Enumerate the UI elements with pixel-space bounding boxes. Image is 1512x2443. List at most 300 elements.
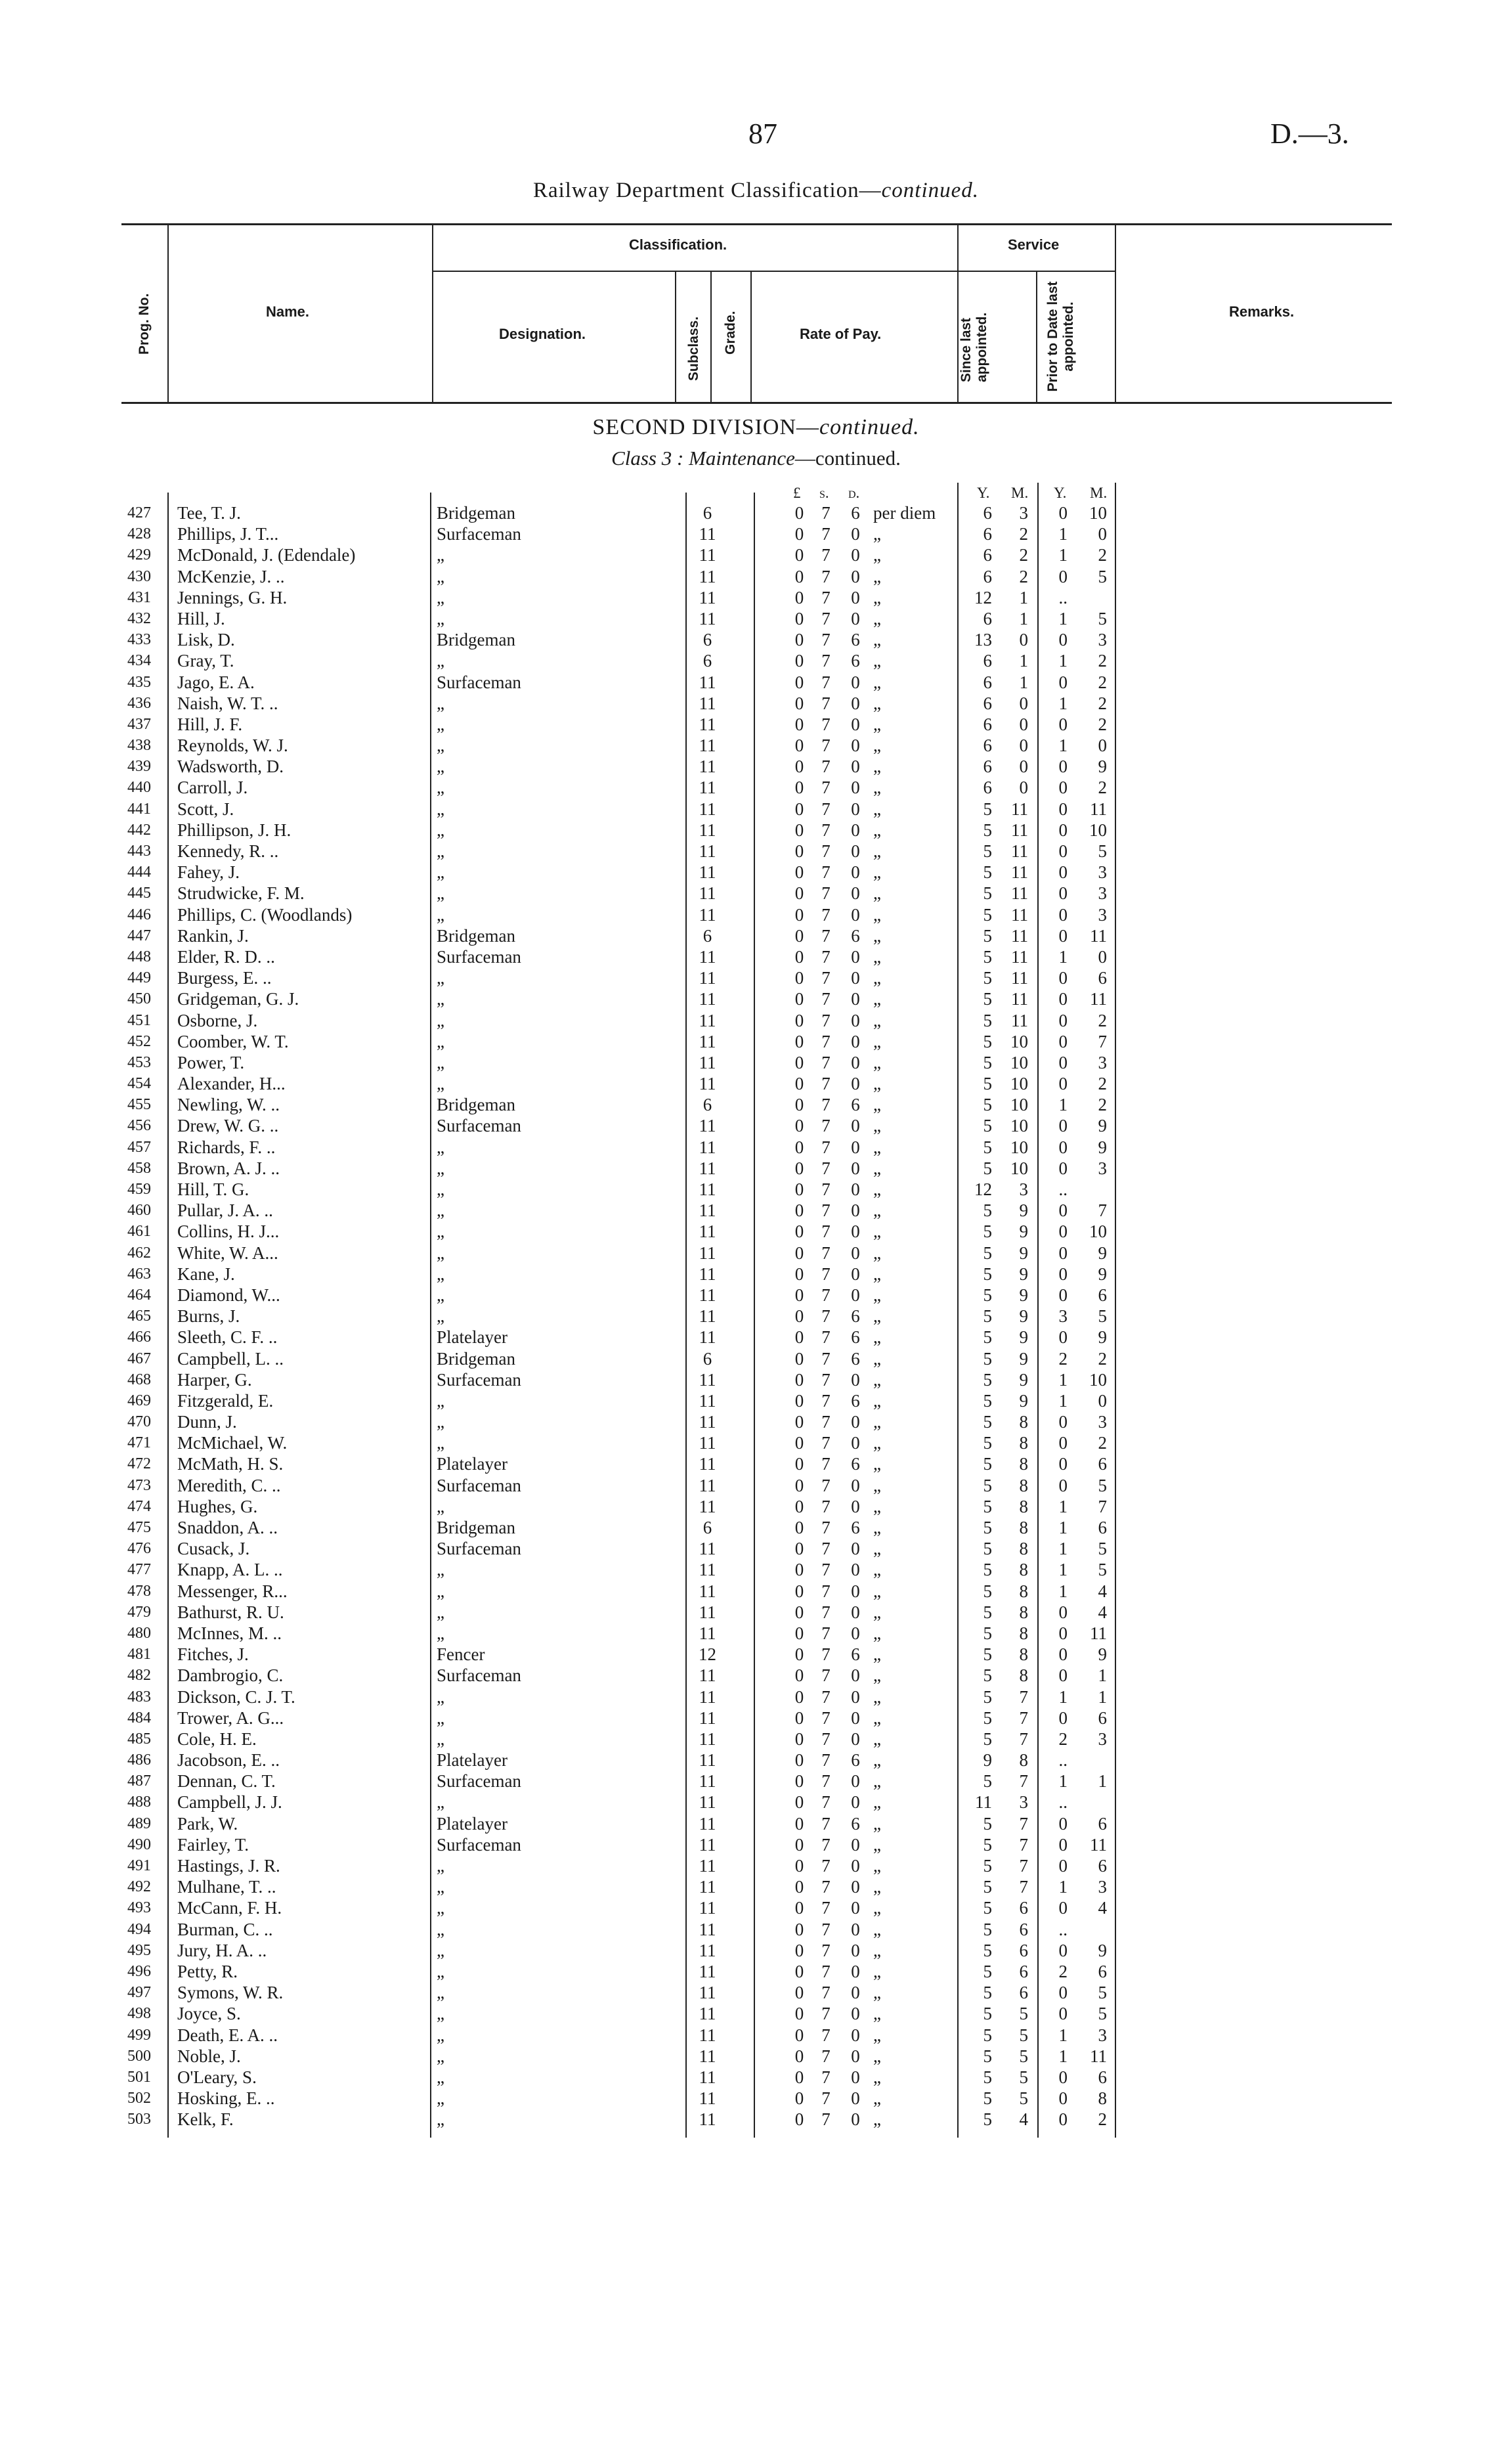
name-cell: Burman, C. .. (177, 1919, 273, 1939)
subclass-cell: 11 (699, 1074, 716, 1094)
pay-shillings-cell: 7 (821, 2004, 831, 2024)
prog-no-cell: 450 (127, 990, 151, 1008)
prog-no-cell: 470 (127, 1413, 151, 1431)
pay-period-cell: „ (873, 1581, 881, 1601)
prog-no-cell: 439 (127, 758, 151, 776)
subclass-cell: 11 (699, 1433, 716, 1453)
pay-period-cell: „ (873, 1433, 881, 1453)
name-cell: Lisk, D. (177, 630, 235, 650)
prior-years-cell: 0 (1058, 630, 1068, 650)
prior-months-cell: 6 (1098, 1961, 1107, 1981)
pay-pence-cell: 0 (851, 608, 860, 628)
pay-shillings-cell: 7 (821, 1390, 831, 1411)
designation-cell: Surfaceman (437, 1116, 521, 1136)
since-last-years-cell: 5 (983, 1983, 992, 2003)
pay-pence-cell: 0 (851, 1264, 860, 1284)
col-divider (675, 271, 676, 403)
designation-cell: Platelayer (437, 1750, 508, 1771)
pay-shillings-cell: 7 (821, 904, 831, 925)
pay-shillings-cell: 7 (821, 1877, 831, 1897)
pay-shillings-cell: 7 (821, 1750, 831, 1771)
pay-shillings-cell: 7 (821, 925, 831, 946)
designation-cell: Platelayer (437, 1454, 508, 1474)
table-row (0, 1115, 1512, 1136)
pay-shillings-cell: 7 (821, 1116, 831, 1136)
name-cell: Scott, J. (177, 799, 234, 819)
name-cell: Jury, H. A. .. (177, 1940, 267, 1960)
table-row (0, 1010, 1512, 1031)
table-row (0, 1432, 1512, 1453)
pay-shillings-cell: 7 (821, 1983, 831, 2003)
prog-no-cell: 485 (127, 1730, 151, 1748)
since-last-years-cell: 6 (983, 757, 992, 777)
since-last-years-cell: 5 (983, 2004, 992, 2024)
prog-no-cell: 464 (127, 1286, 151, 1304)
pay-pence-cell: 0 (851, 1412, 860, 1432)
subclass-cell: 6 (702, 503, 712, 523)
subclass-cell: 11 (699, 1602, 716, 1622)
prior-months-cell: 4 (1098, 1602, 1107, 1622)
col-divider (750, 271, 752, 403)
pay-pence-cell: 6 (851, 1348, 860, 1369)
table-row (0, 1961, 1512, 1982)
prog-no-cell: 476 (127, 1540, 151, 1558)
since-last-months-cell: 11 (1011, 946, 1028, 967)
designation-cell: „ (437, 1179, 444, 1199)
pay-pence-cell: 0 (851, 2004, 860, 2024)
pay-pence-cell: 6 (851, 1390, 860, 1411)
prog-no-cell: 475 (127, 1519, 151, 1536)
prior-months-cell: 9 (1098, 1327, 1107, 1348)
subclass-cell: 11 (699, 2004, 716, 2024)
pay-period-cell: „ (873, 1475, 881, 1495)
since-last-months-cell: 8 (1019, 1750, 1028, 1771)
subclass-cell: 11 (699, 1539, 716, 1559)
prior-years-cell: 0 (1058, 1834, 1068, 1855)
table-row (0, 566, 1512, 587)
pay-shillings-cell: 7 (821, 1158, 831, 1178)
subclass-cell: 11 (699, 841, 716, 861)
since-last-years-cell: 12 (974, 587, 992, 607)
header-rate-of-pay: Rate of Pay. (800, 326, 882, 342)
pay-period-cell: „ (873, 2067, 881, 2087)
since-last-months-cell: 5 (1019, 2088, 1028, 2109)
designation-cell: „ (437, 757, 444, 777)
subclass-cell: 11 (699, 1285, 716, 1305)
prior-years-cell: 0 (1058, 1412, 1068, 1432)
pay-shillings-cell: 7 (821, 1665, 831, 1686)
since-last-months-cell: 0 (1019, 630, 1028, 650)
pay-pounds-cell: 0 (794, 2025, 804, 2045)
pay-period-cell: „ (873, 1834, 881, 1855)
since-last-months-cell: 8 (1019, 1602, 1028, 1622)
prog-no-cell: 437 (127, 715, 151, 733)
prog-no-cell: 443 (127, 843, 151, 860)
designation-cell: „ (437, 2025, 444, 2045)
since-last-months-cell: 8 (1019, 1518, 1028, 1537)
designation-cell: „ (437, 651, 444, 671)
subclass-cell: 11 (699, 545, 716, 565)
prior-months-cell: 5 (1098, 841, 1107, 861)
pay-pounds-cell: 0 (794, 566, 804, 586)
subclass-cell: 11 (699, 524, 716, 544)
subclass-cell: 11 (699, 1792, 716, 1813)
since-last-years-cell: 5 (983, 1856, 992, 1876)
prior-months-cell: 6 (1098, 1518, 1107, 1537)
since-last-years-cell: 5 (983, 1602, 992, 1622)
pay-period-cell: „ (873, 1074, 881, 1094)
pay-pounds-cell: 0 (794, 1137, 804, 1157)
since-last-years-cell: 6 (983, 503, 992, 523)
name-cell: Jago, E. A. (177, 672, 255, 692)
prior-months-cell: 3 (1098, 883, 1107, 904)
prior-years-cell: 0 (1058, 778, 1068, 798)
prior-months-cell: 2 (1098, 651, 1107, 671)
designation-cell: „ (437, 1412, 444, 1432)
prior-months-cell: 5 (1098, 1983, 1107, 2003)
pay-pounds-cell: 0 (794, 946, 804, 967)
prog-no-cell: 487 (127, 1772, 151, 1790)
pay-pounds-cell: 0 (794, 799, 804, 819)
pay-pounds-cell: 0 (794, 1095, 804, 1115)
prior-months-cell: 9 (1098, 757, 1107, 777)
table-row (0, 1707, 1512, 1728)
prior-months-cell: 6 (1098, 1454, 1107, 1474)
prog-no-cell: 440 (127, 779, 151, 797)
since-last-years-cell: 5 (983, 2046, 992, 2066)
pay-pence-cell: 0 (851, 1116, 860, 1136)
pay-period-cell: „ (873, 1919, 881, 1939)
pay-pounds-cell: 0 (794, 1074, 804, 1094)
subclass-cell: 6 (702, 925, 712, 946)
pay-period-cell: „ (873, 524, 881, 544)
pay-pence-cell: 0 (851, 736, 860, 756)
pay-period-cell: „ (873, 1813, 881, 1834)
pay-pounds-cell: 0 (794, 1581, 804, 1601)
since-last-months-cell: 8 (1019, 1644, 1028, 1665)
prior-years-cell: 0 (1058, 1623, 1068, 1643)
name-cell: Burns, J. (177, 1306, 240, 1327)
designation-cell: „ (437, 862, 444, 883)
prior-months-cell: 3 (1098, 904, 1107, 925)
pay-period-cell: „ (873, 1644, 881, 1665)
header-designation: Designation. (499, 326, 586, 342)
pay-pence-cell: 0 (851, 1940, 860, 1960)
prog-no-cell: 460 (127, 1202, 151, 1220)
table-row (0, 1073, 1512, 1094)
pay-shillings-cell: 7 (821, 2109, 831, 2130)
pay-period-cell: „ (873, 2109, 881, 2130)
pay-period-cell: „ (873, 1137, 881, 1157)
table-row (0, 2109, 1512, 2130)
prior-years-cell: 0 (1058, 1856, 1068, 1876)
prior-years-cell: 2 (1058, 1728, 1068, 1749)
name-cell: Hughes, G. (177, 1496, 258, 1516)
table-row (0, 1369, 1512, 1390)
name-cell: Diamond, W... (177, 1285, 280, 1305)
prog-no-cell: 453 (127, 1053, 151, 1071)
pay-pounds-cell: 0 (794, 608, 804, 628)
prior-months-cell: 1 (1098, 1771, 1107, 1792)
prog-no-cell: 484 (127, 1709, 151, 1727)
subclass-cell: 11 (699, 968, 716, 988)
subclass-cell: 11 (699, 1200, 716, 1221)
pay-pence-cell: 0 (851, 566, 860, 586)
pay-pence-cell: 0 (851, 946, 860, 967)
since-last-years-cell: 5 (983, 1834, 992, 1855)
pay-pence-cell: 0 (851, 883, 860, 904)
name-cell: Sleeth, C. F. .. (177, 1327, 278, 1348)
pay-shillings-cell: 7 (821, 566, 831, 586)
since-last-years-cell: 13 (974, 630, 992, 650)
pay-period-cell: „ (873, 672, 881, 692)
division-continued: continued. (819, 415, 920, 439)
header-top-rule (121, 223, 1392, 225)
prior-years-cell: 0 (1058, 1813, 1068, 1834)
prior-months-cell: 10 (1089, 820, 1107, 840)
pay-shillings-cell: 7 (821, 1200, 831, 1221)
pay-period-cell: „ (873, 989, 881, 1009)
pay-period-cell: „ (873, 1518, 881, 1537)
table-row (0, 502, 1512, 523)
pay-pounds-cell: 0 (794, 1728, 804, 1749)
prog-no-cell: 441 (127, 800, 151, 818)
since-last-years-cell: 6 (983, 524, 992, 544)
prior-years-cell: .. (1058, 1919, 1068, 1939)
name-cell: Kennedy, R. .. (177, 841, 279, 861)
pay-pence-cell: 0 (851, 757, 860, 777)
since-last-months-cell: 3 (1019, 503, 1028, 523)
since-last-months-cell: 0 (1019, 757, 1028, 777)
prior-months-cell: 5 (1098, 2004, 1107, 2024)
pay-period-cell: „ (873, 883, 881, 904)
pay-pounds-cell: 0 (794, 630, 804, 650)
name-cell: Meredith, C. .. (177, 1475, 281, 1495)
designation-cell: Platelayer (437, 1327, 508, 1348)
prior-years-cell: 2 (1058, 1961, 1068, 1981)
since-last-months-cell: 6 (1019, 1898, 1028, 1918)
pay-period-cell: „ (873, 1771, 881, 1792)
pay-shillings-cell: 7 (821, 1369, 831, 1390)
prog-no-cell: 496 (127, 1962, 151, 1980)
table-row (0, 1285, 1512, 1306)
pay-pounds-cell: 0 (794, 1898, 804, 1918)
pay-pounds-cell: 0 (794, 1052, 804, 1072)
pay-period-cell: „ (873, 1496, 881, 1516)
since-last-months-cell: 5 (1019, 2025, 1028, 2045)
pay-pence-cell: 0 (851, 1433, 860, 1453)
name-cell: McInnes, M. .. (177, 1623, 282, 1643)
pay-shillings-cell: 7 (821, 820, 831, 840)
table-row (0, 862, 1512, 883)
prior-months-cell: 7 (1098, 1496, 1107, 1516)
unit-months-1: M. (1011, 485, 1029, 501)
name-cell: Gray, T. (177, 651, 234, 671)
pay-pounds-cell: 0 (794, 736, 804, 756)
pay-period-cell: „ (873, 1327, 881, 1348)
designation-cell: „ (437, 2088, 444, 2109)
pay-pounds-cell: 0 (794, 1518, 804, 1537)
name-cell: Fairley, T. (177, 1834, 249, 1855)
designation-cell: Surfaceman (437, 1665, 521, 1686)
since-last-years-cell: 5 (983, 904, 992, 925)
since-last-years-cell: 5 (983, 2088, 992, 2109)
table-row (0, 693, 1512, 714)
pay-pounds-cell: 0 (794, 1665, 804, 1686)
subclass-cell: 11 (699, 946, 716, 967)
since-last-months-cell: 11 (1011, 883, 1028, 904)
name-cell: Hosking, E. .. (177, 2088, 275, 2109)
subclass-cell: 11 (699, 1306, 716, 1327)
prior-years-cell: 1 (1058, 545, 1068, 565)
since-last-years-cell: 5 (983, 1707, 992, 1728)
pay-period-cell: „ (873, 651, 881, 671)
col-divider (1115, 223, 1116, 403)
prior-months-cell: 9 (1098, 1644, 1107, 1665)
since-last-months-cell: 8 (1019, 1665, 1028, 1686)
class-suffix: —continued. (794, 447, 901, 470)
pay-pounds-cell: 0 (794, 1158, 804, 1178)
since-last-months-cell: 11 (1011, 925, 1028, 946)
prog-no-cell: 483 (127, 1688, 151, 1706)
pay-shillings-cell: 7 (821, 1179, 831, 1199)
division-main: SECOND DIVISION— (592, 415, 820, 439)
pay-shillings-cell: 7 (821, 1834, 831, 1855)
pay-pence-cell: 0 (851, 1961, 860, 1981)
pay-period-cell: „ (873, 1095, 881, 1115)
name-cell: McKenzie, J. .. (177, 566, 285, 586)
since-last-years-cell: 5 (983, 968, 992, 988)
since-last-years-cell: 5 (983, 1475, 992, 1495)
since-last-years-cell: 11 (975, 1792, 992, 1813)
prior-months-cell: 9 (1098, 1116, 1107, 1136)
col-divider (167, 223, 169, 403)
pay-pence-cell: 0 (851, 672, 860, 692)
prior-months-cell: 6 (1098, 2067, 1107, 2087)
prog-no-cell: 454 (127, 1075, 151, 1093)
subclass-cell: 11 (699, 1877, 716, 1897)
pay-shillings-cell: 7 (821, 946, 831, 967)
since-last-years-cell: 5 (983, 1243, 992, 1263)
since-last-months-cell: 11 (1011, 968, 1028, 988)
since-last-months-cell: 11 (1011, 820, 1028, 840)
subclass-cell: 11 (699, 736, 716, 756)
prior-years-cell: 0 (1058, 841, 1068, 861)
pay-pounds-cell: 0 (794, 1940, 804, 1960)
pay-pounds-cell: 0 (794, 1983, 804, 2003)
prog-no-cell: 466 (127, 1329, 151, 1346)
subclass-cell: 11 (699, 883, 716, 904)
designation-cell: Bridgeman (437, 1095, 515, 1115)
table-row (0, 925, 1512, 946)
subclass-cell: 11 (699, 1813, 716, 1834)
since-last-years-cell: 5 (983, 1961, 992, 1981)
subclass-cell: 11 (699, 1222, 716, 1242)
prior-years-cell: 0 (1058, 1200, 1068, 1221)
prior-months-cell: 4 (1098, 1581, 1107, 1601)
pay-period-cell: „ (873, 1348, 881, 1369)
prior-months-cell: 11 (1090, 1623, 1107, 1643)
class-prefix: Class 3 : (611, 447, 689, 470)
prog-no-cell: 497 (127, 1984, 151, 2002)
prior-months-cell: 8 (1098, 2088, 1107, 2109)
pay-period-cell: „ (873, 1560, 881, 1580)
pay-shillings-cell: 7 (821, 1052, 831, 1072)
pay-period-cell: „ (873, 757, 881, 777)
table-row (0, 608, 1512, 629)
prior-months-cell: 3 (1098, 1412, 1107, 1432)
pay-shillings-cell: 7 (821, 841, 831, 861)
table-row (0, 1348, 1512, 1369)
name-cell: Strudwicke, F. M. (177, 883, 305, 904)
since-last-months-cell: 8 (1019, 1454, 1028, 1474)
prior-months-cell: 1 (1098, 1665, 1107, 1686)
since-last-years-cell: 5 (983, 1560, 992, 1580)
pay-pounds-cell: 0 (794, 524, 804, 544)
since-last-months-cell: 1 (1019, 672, 1028, 692)
pay-pence-cell: 6 (851, 1644, 860, 1665)
table-row (0, 1031, 1512, 1052)
prior-years-cell: .. (1058, 1750, 1068, 1771)
prior-years-cell: 0 (1058, 1222, 1068, 1242)
name-cell: Phillips, J. T... (177, 524, 279, 544)
prior-months-cell: 3 (1098, 1052, 1107, 1072)
designation-cell: „ (437, 693, 444, 713)
table-row (0, 1327, 1512, 1348)
since-last-years-cell: 5 (983, 1327, 992, 1348)
prior-months-cell: 2 (1098, 1095, 1107, 1115)
designation-cell: Surfaceman (437, 1539, 521, 1559)
document-reference: D.—3. (1270, 118, 1349, 150)
name-cell: Naish, W. T. .. (177, 693, 278, 713)
since-last-months-cell: 7 (1019, 1834, 1028, 1855)
prog-no-cell: 493 (127, 1899, 151, 1917)
prior-months-cell: 10 (1089, 503, 1107, 523)
class-name: Maintenance (689, 447, 795, 470)
prog-no-cell: 429 (127, 546, 151, 564)
pay-pence-cell: 0 (851, 1898, 860, 1918)
name-cell: Elder, R. D. .. (177, 946, 275, 967)
table-row (0, 1834, 1512, 1855)
pay-shillings-cell: 7 (821, 1644, 831, 1665)
pay-pounds-cell: 0 (794, 1644, 804, 1665)
designation-cell: „ (437, 1306, 444, 1327)
pay-pence-cell: 0 (851, 1623, 860, 1643)
pay-pounds-cell: 0 (794, 1602, 804, 1622)
name-cell: Dennan, C. T. (177, 1771, 276, 1792)
table-row (0, 1390, 1512, 1411)
since-last-years-cell: 6 (983, 736, 992, 756)
pay-pence-cell: 0 (851, 1369, 860, 1390)
pay-shillings-cell: 7 (821, 1475, 831, 1495)
prior-years-cell: 0 (1058, 1665, 1068, 1686)
since-last-years-cell: 5 (983, 1074, 992, 1094)
since-last-months-cell: 6 (1019, 1961, 1028, 1981)
pay-period-cell: „ (873, 1961, 881, 1981)
since-last-months-cell: 7 (1019, 1856, 1028, 1876)
pay-shillings-cell: 7 (821, 1771, 831, 1792)
pay-shillings-cell: 7 (821, 1581, 831, 1601)
prog-no-cell: 471 (127, 1434, 151, 1452)
designation-cell: Surfaceman (437, 672, 521, 692)
name-cell: Alexander, H... (177, 1074, 286, 1094)
pay-pounds-cell: 0 (794, 1496, 804, 1516)
table-row (0, 1475, 1512, 1496)
pay-period-cell: „ (873, 1158, 881, 1178)
prog-no-cell: 469 (127, 1392, 151, 1409)
pay-pence-cell: 0 (851, 2025, 860, 2045)
prior-years-cell: 1 (1058, 1560, 1068, 1580)
